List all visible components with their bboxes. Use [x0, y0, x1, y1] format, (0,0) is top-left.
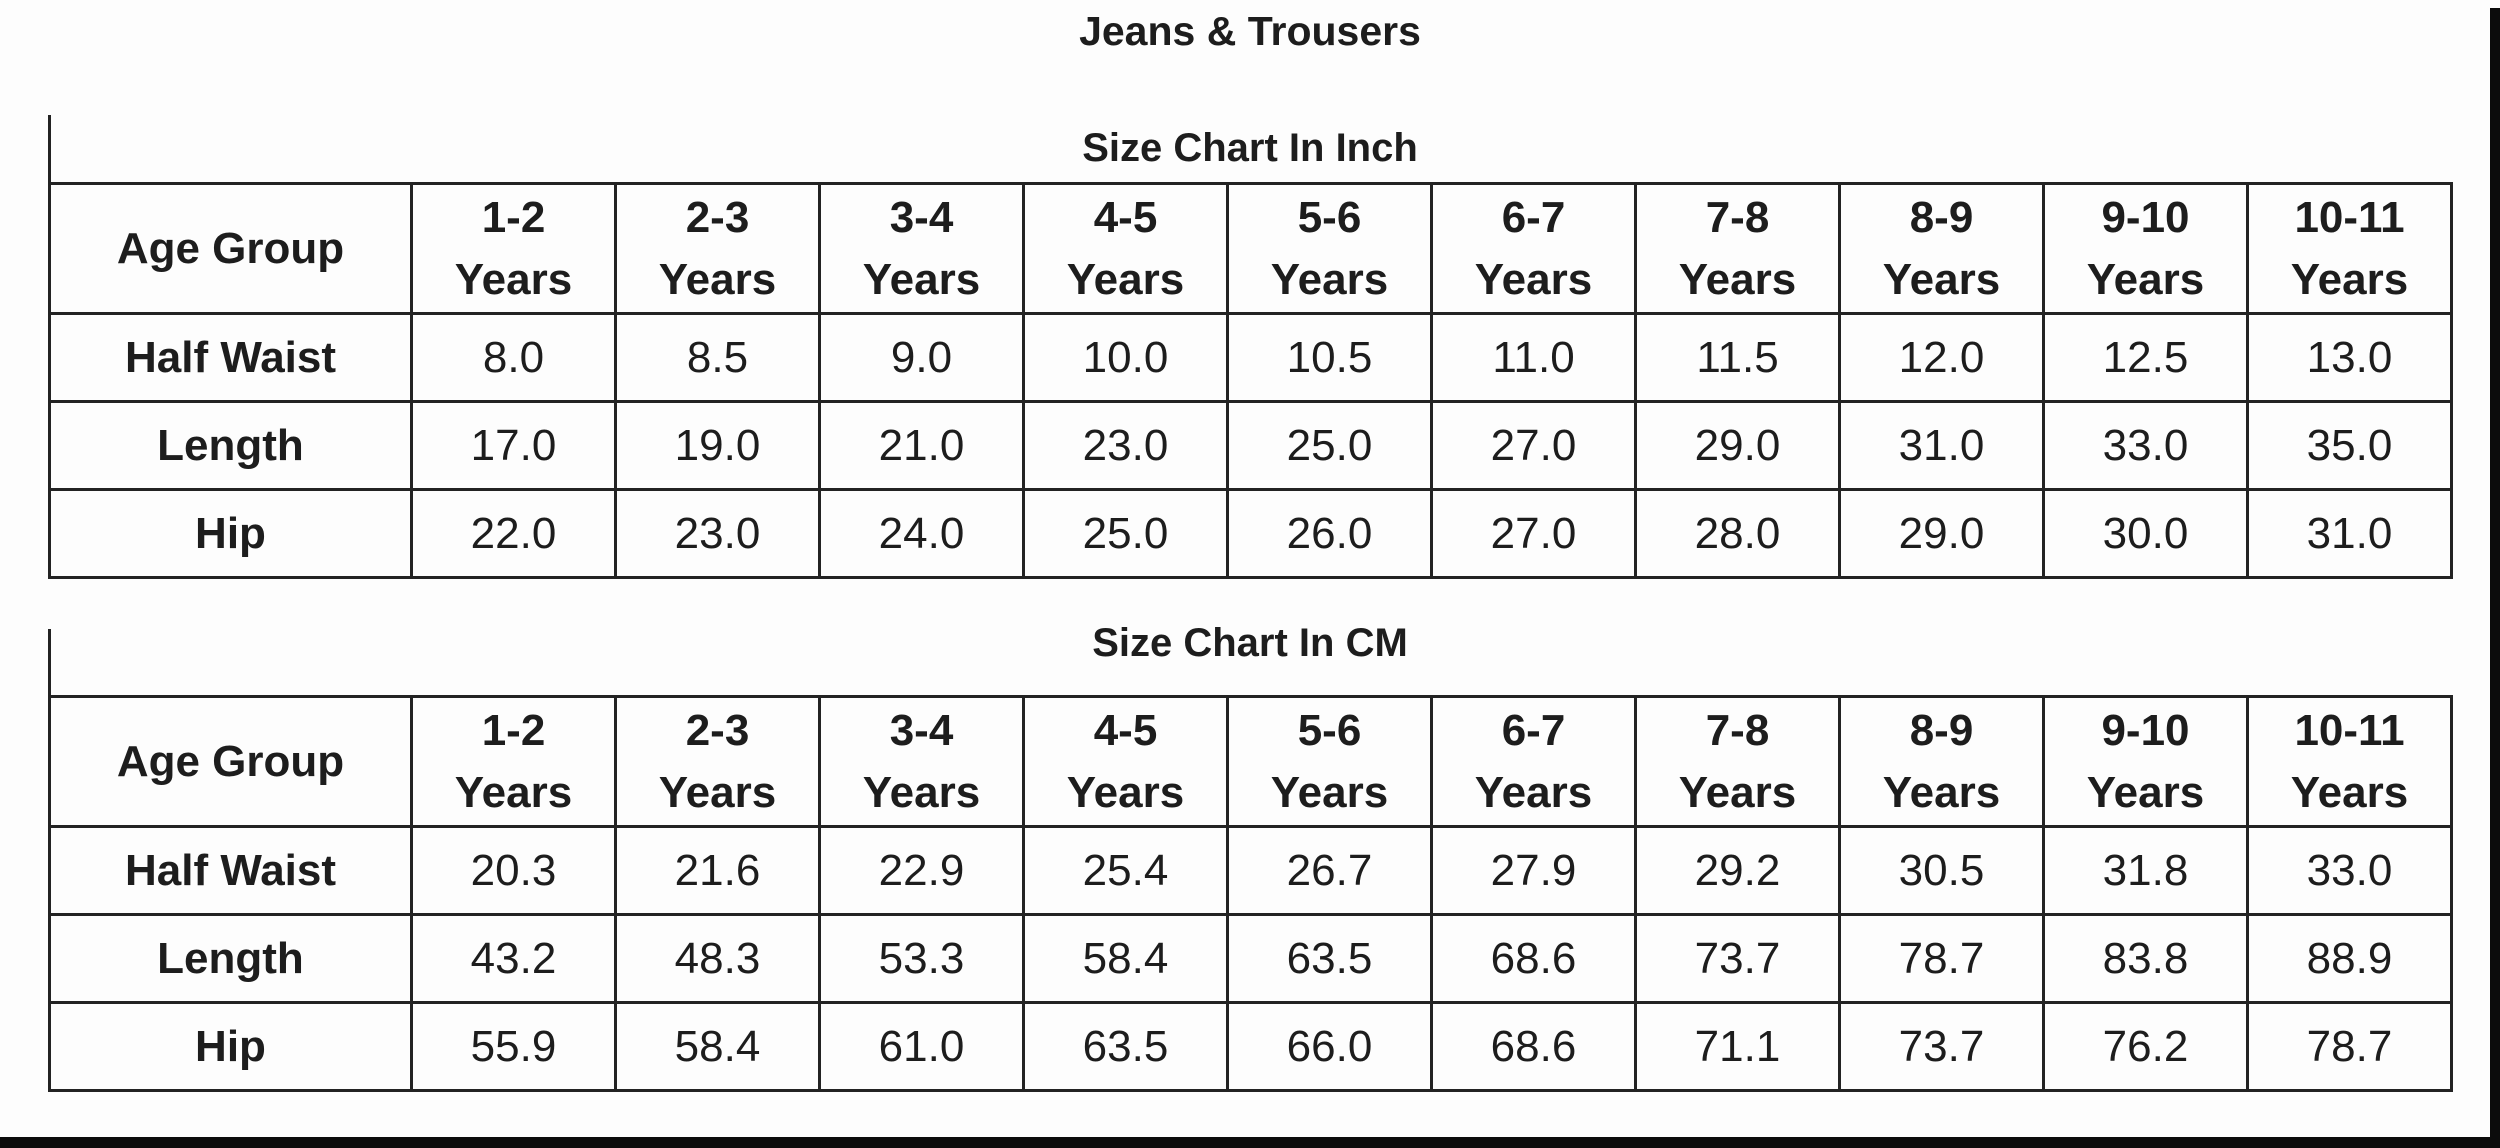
measurement-value-cell: 10.5	[1228, 314, 1432, 402]
age-range-label: 8-9	[1909, 705, 1974, 755]
age-unit-label: Years	[1066, 767, 1185, 817]
measurement-label: Length	[50, 915, 412, 1003]
age-group-column-header	[2044, 184, 2248, 314]
age-unit-label: Years	[2290, 767, 2409, 817]
right-edge-bar	[2490, 8, 2500, 1148]
age-unit-label: Years	[1270, 254, 1389, 304]
measurement-value-cell: 73.7	[1636, 915, 1840, 1003]
measurement-label: Hip	[50, 490, 412, 578]
age-unit-label: Years	[862, 767, 981, 817]
measurement-value-cell: 22.0	[412, 490, 616, 578]
age-group-column-header	[1432, 184, 1636, 314]
measurement-value-cell: 12.0	[1840, 314, 2044, 402]
size-table-cm	[48, 695, 2453, 1092]
measurement-row	[50, 402, 2452, 490]
measurement-value-cell: 33.0	[2044, 402, 2248, 490]
measurement-label: Hip	[50, 1003, 412, 1091]
age-unit-label: Years	[1270, 767, 1389, 817]
age-range-label: 6-7	[1501, 192, 1566, 242]
age-group-corner-cell: Age Group	[50, 697, 412, 827]
measurement-value-cell: 61.0	[820, 1003, 1024, 1091]
age-range-label: 9-10	[2101, 705, 2190, 755]
measurement-value-cell: 8.5	[616, 314, 820, 402]
measurement-value-cell: 35.0	[2248, 402, 2452, 490]
measurement-value-cell: 30.5	[1840, 827, 2044, 915]
measurement-value-cell: 21.0	[820, 402, 1024, 490]
measurement-row	[50, 1003, 2452, 1091]
measurement-value-cell: 63.5	[1228, 915, 1432, 1003]
age-group-column-header	[1840, 184, 2044, 314]
age-unit-label: Years	[1678, 767, 1797, 817]
section-heading-cm: Size Chart In CM	[1092, 621, 1408, 665]
age-group-column-header	[820, 184, 1024, 314]
age-unit-label: Years	[2086, 767, 2205, 817]
measurement-value-cell: 73.7	[1840, 1003, 2044, 1091]
age-unit-label: Years	[862, 254, 981, 304]
measurement-value-cell: 20.3	[412, 827, 616, 915]
age-group-column-header	[2248, 184, 2452, 314]
age-range-label: 5-6	[1297, 705, 1362, 755]
measurement-value-cell: 17.0	[412, 402, 616, 490]
age-unit-label: Years	[658, 767, 777, 817]
measurement-label: Half Waist	[50, 827, 412, 915]
age-range-label: 4-5	[1093, 705, 1158, 755]
measurement-value-cell: 26.0	[1228, 490, 1432, 578]
age-range-label: 7-8	[1705, 192, 1770, 242]
measurement-value-cell: 31.8	[2044, 827, 2248, 915]
age-range-label: 5-6	[1297, 192, 1362, 242]
age-group-column-header	[412, 697, 616, 827]
measurement-row	[50, 314, 2452, 402]
age-group-column-header	[1024, 184, 1228, 314]
age-unit-label: Years	[1882, 767, 2001, 817]
measurement-value-cell: 12.5	[2044, 314, 2248, 402]
measurement-value-cell: 68.6	[1432, 1003, 1636, 1091]
age-unit-label: Years	[1066, 254, 1185, 304]
age-group-column-header	[1636, 184, 1840, 314]
measurement-value-cell: 71.1	[1636, 1003, 1840, 1091]
measurement-value-cell: 53.3	[820, 915, 1024, 1003]
measurement-value-cell: 19.0	[616, 402, 820, 490]
measurement-value-cell: 8.0	[412, 314, 616, 402]
measurement-row	[50, 490, 2452, 578]
measurement-value-cell: 29.2	[1636, 827, 1840, 915]
measurement-value-cell: 76.2	[2044, 1003, 2248, 1091]
measurement-value-cell: 27.9	[1432, 827, 1636, 915]
age-group-header-row	[50, 184, 2452, 314]
measurement-value-cell: 78.7	[2248, 1003, 2452, 1091]
age-range-label: 8-9	[1909, 192, 1974, 242]
age-group-column-header	[616, 697, 820, 827]
measurement-value-cell: 29.0	[1840, 490, 2044, 578]
measurement-value-cell: 22.9	[820, 827, 1024, 915]
measurement-value-cell: 55.9	[412, 1003, 616, 1091]
age-group-corner-cell: Age Group	[50, 184, 412, 314]
measurement-value-cell: 9.0	[820, 314, 1024, 402]
measurement-value-cell: 28.0	[1636, 490, 1840, 578]
age-unit-label: Years	[454, 767, 573, 817]
left-border-tick-inch	[48, 115, 51, 182]
age-group-header-row	[50, 697, 2452, 827]
age-group-column-header	[2044, 697, 2248, 827]
measurement-value-cell: 11.5	[1636, 314, 1840, 402]
measurement-value-cell: 88.9	[2248, 915, 2452, 1003]
age-range-label: 6-7	[1501, 705, 1566, 755]
age-range-label: 2-3	[685, 192, 750, 242]
age-group-column-header	[1228, 697, 1432, 827]
age-range-label: 2-3	[685, 705, 750, 755]
age-range-label: 4-5	[1093, 192, 1158, 242]
age-range-label: 10-11	[2294, 192, 2405, 242]
age-range-label: 1-2	[481, 705, 546, 755]
measurement-value-cell: 58.4	[616, 1003, 820, 1091]
measurement-value-cell: 78.7	[1840, 915, 2044, 1003]
measurement-value-cell: 25.0	[1024, 490, 1228, 578]
page-title: Jeans & Trousers	[1079, 8, 1421, 54]
measurement-value-cell: 24.0	[820, 490, 1024, 578]
section-heading-inch: Size Chart In Inch	[1082, 126, 1418, 170]
size-table-inch	[48, 182, 2453, 579]
age-group-column-header	[412, 184, 616, 314]
measurement-value-cell: 83.8	[2044, 915, 2248, 1003]
age-group-column-header	[2248, 697, 2452, 827]
measurement-value-cell: 31.0	[1840, 402, 2044, 490]
measurement-value-cell: 31.0	[2248, 490, 2452, 578]
age-unit-label: Years	[2290, 254, 2409, 304]
measurement-value-cell: 68.6	[1432, 915, 1636, 1003]
measurement-value-cell: 10.0	[1024, 314, 1228, 402]
measurement-value-cell: 63.5	[1024, 1003, 1228, 1091]
measurement-value-cell: 48.3	[616, 915, 820, 1003]
age-unit-label: Years	[658, 254, 777, 304]
age-range-label: 7-8	[1705, 705, 1770, 755]
measurement-value-cell: 27.0	[1432, 490, 1636, 578]
age-range-label: 3-4	[889, 192, 954, 242]
left-border-tick-cm	[48, 629, 51, 695]
measurement-value-cell: 33.0	[2248, 827, 2452, 915]
measurement-value-cell: 25.4	[1024, 827, 1228, 915]
age-unit-label: Years	[2086, 254, 2205, 304]
age-group-column-header	[1024, 697, 1228, 827]
age-unit-label: Years	[1882, 254, 2001, 304]
age-range-label: 10-11	[2294, 705, 2405, 755]
age-unit-label: Years	[1474, 254, 1593, 304]
measurement-value-cell: 25.0	[1228, 402, 1432, 490]
measurement-value-cell: 23.0	[1024, 402, 1228, 490]
measurement-value-cell: 58.4	[1024, 915, 1228, 1003]
measurement-value-cell: 27.0	[1432, 402, 1636, 490]
age-group-column-header	[616, 184, 820, 314]
measurement-row	[50, 827, 2452, 915]
age-unit-label: Years	[454, 254, 573, 304]
measurement-label: Half Waist	[50, 314, 412, 402]
age-group-column-header	[1840, 697, 2044, 827]
age-group-column-header	[1636, 697, 1840, 827]
measurement-value-cell: 43.2	[412, 915, 616, 1003]
age-group-column-header	[820, 697, 1024, 827]
measurement-value-cell: 29.0	[1636, 402, 1840, 490]
age-group-column-header	[1432, 697, 1636, 827]
measurement-value-cell: 11.0	[1432, 314, 1636, 402]
measurement-value-cell: 66.0	[1228, 1003, 1432, 1091]
measurement-label: Length	[50, 402, 412, 490]
age-range-label: 3-4	[889, 705, 954, 755]
measurement-value-cell: 13.0	[2248, 314, 2452, 402]
age-unit-label: Years	[1678, 254, 1797, 304]
measurement-value-cell: 30.0	[2044, 490, 2248, 578]
age-unit-label: Years	[1474, 767, 1593, 817]
bottom-edge-bar	[0, 1137, 2500, 1148]
age-group-column-header	[1228, 184, 1432, 314]
age-range-label: 1-2	[481, 192, 546, 242]
measurement-value-cell: 23.0	[616, 490, 820, 578]
measurement-row	[50, 915, 2452, 1003]
age-range-label: 9-10	[2101, 192, 2190, 242]
measurement-value-cell: 26.7	[1228, 827, 1432, 915]
measurement-value-cell: 21.6	[616, 827, 820, 915]
